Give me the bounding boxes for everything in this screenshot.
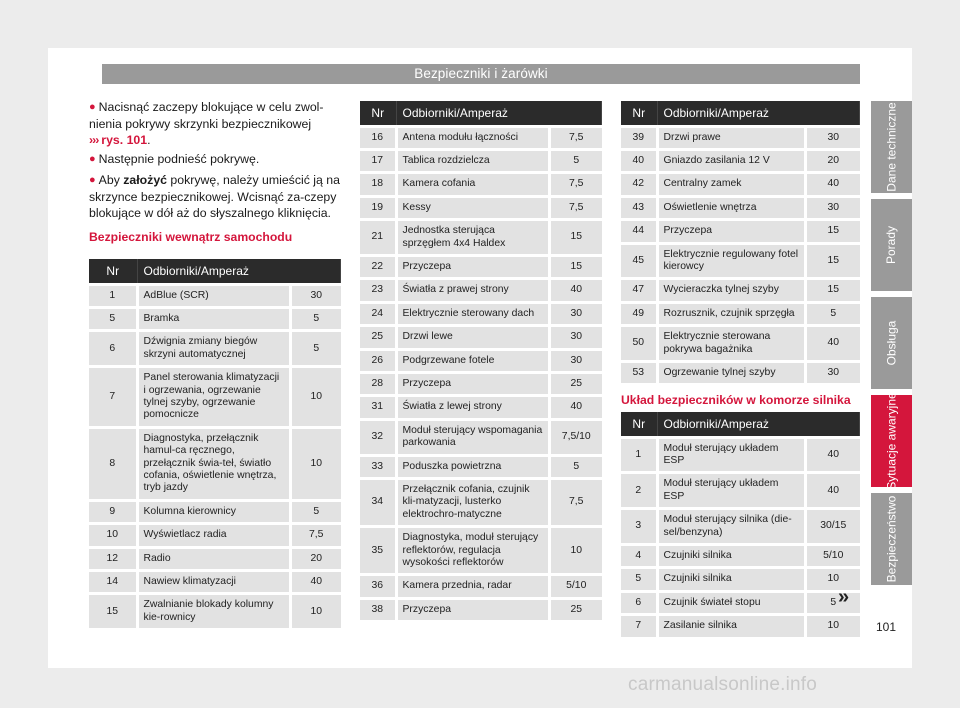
table-row bbox=[621, 544, 860, 567]
fuse-number-cell: 40 bbox=[621, 149, 657, 172]
amperage-cell: 7,5/10 bbox=[550, 419, 602, 455]
consumer-cell: Przełącznik cofania, czujnik kli-matyzacji, lusterko elektrochro-matyczne bbox=[396, 479, 550, 527]
consumer-cell: Rozrusznik, czujnik sprzęgła bbox=[657, 302, 806, 325]
consumer-cell: Gniazdo zasilania 12 V bbox=[657, 149, 806, 172]
fuse-number-cell: 1 bbox=[621, 437, 657, 473]
table-row bbox=[621, 568, 860, 591]
side-tab-label: Sytuacje awaryjne bbox=[884, 392, 899, 490]
amperage-cell: 15 bbox=[550, 220, 602, 256]
figure-reference-link[interactable]: rys. 101 bbox=[101, 132, 148, 147]
consumer-cell: Oświetlenie wnętrza bbox=[657, 196, 806, 219]
reference-arrows-icon: ››› bbox=[89, 132, 99, 147]
amperage-cell: 10 bbox=[550, 527, 602, 575]
fuse-number-cell: 31 bbox=[360, 396, 396, 419]
table-row bbox=[621, 591, 860, 614]
bullet-icon: ● bbox=[89, 101, 96, 113]
amperage-cell: 15 bbox=[806, 220, 860, 243]
amperage-cell: 20 bbox=[291, 547, 341, 570]
amperage-cell: 40 bbox=[291, 571, 341, 594]
table-row bbox=[89, 427, 341, 500]
fuse-number-cell: 39 bbox=[621, 126, 657, 149]
amperage-cell: 10 bbox=[291, 367, 341, 428]
fuse-number-cell: 7 bbox=[621, 615, 657, 637]
amperage-cell: 40 bbox=[806, 437, 860, 473]
consumer-cell: Wyświetlacz radia bbox=[137, 524, 291, 547]
consumer-cell: Kamera przednia, radar bbox=[396, 575, 550, 598]
consumer-cell: Wycieraczka tylnej szyby bbox=[657, 279, 806, 302]
table-row bbox=[621, 149, 860, 172]
consumer-cell: Antena modułu łączności bbox=[396, 126, 550, 149]
side-tab-emergencies[interactable] bbox=[871, 392, 912, 490]
fuse-number-cell: 14 bbox=[89, 571, 137, 594]
amperage-cell: 30 bbox=[550, 302, 602, 325]
consumer-cell: Zwalnianie blokady kolumny kie-rownicy bbox=[137, 594, 291, 628]
consumer-cell: Drzwi lewe bbox=[396, 326, 550, 349]
continue-arrow-icon: » bbox=[838, 586, 850, 608]
side-tab-technical-data[interactable] bbox=[871, 101, 912, 193]
amperage-cell: 5/10 bbox=[550, 575, 602, 598]
fuse-number-cell: 43 bbox=[621, 196, 657, 219]
fuse-number-cell: 6 bbox=[89, 331, 137, 367]
table-row bbox=[621, 437, 860, 473]
table-row bbox=[89, 331, 341, 367]
side-tab-safety[interactable] bbox=[871, 493, 912, 585]
fuse-number-cell: 16 bbox=[360, 126, 396, 149]
instruction-step-3 bbox=[89, 173, 344, 221]
amperage-cell: 40 bbox=[550, 396, 602, 419]
amperage-cell: 30 bbox=[550, 326, 602, 349]
table-row bbox=[360, 220, 602, 256]
consumer-cell: Światła z lewej strony bbox=[396, 396, 550, 419]
table-row bbox=[360, 455, 602, 478]
amperage-cell: 40 bbox=[806, 473, 860, 509]
fuse-number-cell: 45 bbox=[621, 243, 657, 279]
fuse-number-cell: 34 bbox=[360, 479, 396, 527]
consumer-cell: Bramka bbox=[137, 307, 291, 330]
consumer-cell: Elektrycznie sterowany dach bbox=[396, 302, 550, 325]
table-row bbox=[621, 279, 860, 302]
table-row bbox=[89, 547, 341, 570]
table-row bbox=[360, 372, 602, 395]
step-3-pre: Aby bbox=[98, 173, 124, 188]
table-row bbox=[360, 255, 602, 278]
table-row bbox=[360, 149, 602, 172]
watermark: carmanualsonline.info bbox=[628, 674, 818, 695]
fuse-number-cell: 38 bbox=[360, 598, 396, 620]
table-row bbox=[89, 594, 341, 628]
page-number: 101 bbox=[876, 620, 897, 634]
amperage-cell: 7,5 bbox=[291, 524, 341, 547]
table-row bbox=[360, 419, 602, 455]
fuse-number-cell: 36 bbox=[360, 575, 396, 598]
consumer-cell: Tablica rozdzielcza bbox=[396, 149, 550, 172]
side-tab-label: Bezpieczeństwo bbox=[884, 495, 899, 583]
fuse-number-cell: 5 bbox=[89, 307, 137, 330]
consumer-cell: Przyczepa bbox=[396, 598, 550, 620]
amperage-cell: 30 bbox=[291, 284, 341, 307]
table-row bbox=[360, 173, 602, 196]
consumer-cell: Moduł sterujący silnika (die-sel/benzyna) bbox=[657, 509, 806, 545]
amperage-cell: 10 bbox=[291, 427, 341, 500]
amperage-cell: 5 bbox=[291, 307, 341, 330]
table-row bbox=[621, 509, 860, 545]
fuse-number-cell: 18 bbox=[360, 173, 396, 196]
consumer-cell: Kessy bbox=[396, 196, 550, 219]
fuse-number-cell: 28 bbox=[360, 372, 396, 395]
table-row bbox=[89, 367, 341, 428]
amperage-cell: 5/10 bbox=[806, 544, 860, 567]
amperage-cell: 5 bbox=[806, 302, 860, 325]
amperage-cell: 7,5 bbox=[550, 479, 602, 527]
table-row bbox=[360, 279, 602, 302]
table-row bbox=[621, 326, 860, 362]
fuse-number-cell: 15 bbox=[89, 594, 137, 628]
amperage-cell: 20 bbox=[806, 149, 860, 172]
amperage-cell: 30 bbox=[806, 126, 860, 149]
consumer-cell: Drzwi prawe bbox=[657, 126, 806, 149]
table-header-row bbox=[360, 101, 602, 126]
fuse-number-cell: 1 bbox=[89, 284, 137, 307]
table-row bbox=[360, 302, 602, 325]
fuse-number-cell: 10 bbox=[89, 524, 137, 547]
table-header-row bbox=[621, 412, 860, 437]
amperage-cell: 7,5 bbox=[550, 126, 602, 149]
fuse-number-cell: 50 bbox=[621, 326, 657, 362]
column-header-nr: Nr bbox=[621, 101, 657, 126]
amperage-cell: 15 bbox=[806, 279, 860, 302]
amperage-cell: 5 bbox=[291, 500, 341, 523]
bullet-icon: ● bbox=[89, 153, 96, 166]
table-row bbox=[89, 307, 341, 330]
fuse-number-cell: 35 bbox=[360, 527, 396, 575]
amperage-cell: 10 bbox=[806, 568, 860, 591]
fuse-number-cell: 12 bbox=[89, 547, 137, 570]
table-header-row bbox=[89, 259, 341, 284]
table-row bbox=[89, 524, 341, 547]
column-header-nr: Nr bbox=[621, 412, 657, 437]
fuse-number-cell: 47 bbox=[621, 279, 657, 302]
fuse-number-cell: 22 bbox=[360, 255, 396, 278]
amperage-cell: 5 bbox=[291, 331, 341, 367]
consumer-cell: Diagnostyka, przełącznik hamul-ca ręcznego, przełącznik świa-teł, światło cofania, oświetlenie wnętrza, tryb jazdy bbox=[137, 427, 291, 500]
amperage-cell: 5 bbox=[806, 591, 860, 614]
consumer-cell: Moduł sterujący wspomagania parkowania bbox=[396, 419, 550, 455]
side-tab-label: Dane techniczne bbox=[884, 102, 899, 192]
amperage-cell: 10 bbox=[806, 615, 860, 637]
side-tab-operation[interactable] bbox=[871, 297, 912, 389]
amperage-cell: 15 bbox=[550, 255, 602, 278]
table-row bbox=[89, 500, 341, 523]
fuse-number-cell: 8 bbox=[89, 427, 137, 500]
table-row bbox=[360, 126, 602, 149]
side-tab-tips[interactable] bbox=[871, 199, 912, 291]
step-1-end: . bbox=[147, 132, 151, 147]
fuse-number-cell: 23 bbox=[360, 279, 396, 302]
column-header-consumer: Odbiorniki/Amperaż bbox=[657, 101, 860, 126]
consumer-cell: Radio bbox=[137, 547, 291, 570]
consumer-cell: AdBlue (SCR) bbox=[137, 284, 291, 307]
amperage-cell: 40 bbox=[806, 173, 860, 196]
intro-text bbox=[89, 100, 344, 249]
table-row bbox=[621, 302, 860, 325]
consumer-cell: Dźwignia zmiany biegów skrzyni automatycznej bbox=[137, 331, 291, 367]
step-3-text: pokrywę, należy umieścić ją na skrzynce bezpiecznikowej. Wcisnąć za-czepy blokujące w dół aż do słyszalnego kliknięcia. bbox=[89, 173, 340, 220]
consumer-cell: Jednostka sterująca sprzęgłem 4x4 Haldex bbox=[396, 220, 550, 256]
fuse-number-cell: 42 bbox=[621, 173, 657, 196]
table-row bbox=[621, 361, 860, 383]
fuse-number-cell: 3 bbox=[621, 509, 657, 545]
instruction-step-1 bbox=[89, 100, 344, 148]
table-row bbox=[360, 326, 602, 349]
consumer-cell: Zasilanie silnika bbox=[657, 615, 806, 637]
fuse-number-cell: 2 bbox=[621, 473, 657, 509]
table-row bbox=[621, 126, 860, 149]
table-row bbox=[621, 243, 860, 279]
fuse-number-cell: 7 bbox=[89, 367, 137, 428]
column-header-nr: Nr bbox=[89, 259, 137, 284]
amperage-cell: 25 bbox=[550, 598, 602, 620]
step-1-text: Nacisnąć zaczepy blokujące w celu zwol-nienia pokrywy skrzynki bezpiecznikowej bbox=[89, 100, 324, 131]
consumer-cell: Panel sterowania klimatyzacji i ogrzewania, ogrzewanie tylnej szyby, ogrzewanie pomocnicze bbox=[137, 367, 291, 428]
amperage-cell: 7,5 bbox=[550, 173, 602, 196]
consumer-cell: Czujnik świateł stopu bbox=[657, 591, 806, 614]
fuse-number-cell: 5 bbox=[621, 568, 657, 591]
fuse-number-cell: 32 bbox=[360, 419, 396, 455]
fuse-number-cell: 25 bbox=[360, 326, 396, 349]
consumer-cell: Ogrzewanie tylnej szyby bbox=[657, 361, 806, 383]
amperage-cell: 30/15 bbox=[806, 509, 860, 545]
amperage-cell: 30 bbox=[806, 361, 860, 383]
table-row bbox=[360, 598, 602, 620]
table-row bbox=[89, 284, 341, 307]
amperage-cell: 40 bbox=[550, 279, 602, 302]
amperage-cell: 30 bbox=[550, 349, 602, 372]
consumer-cell: Czujniki silnika bbox=[657, 544, 806, 567]
consumer-cell: Elektrycznie sterowana pokrywa bagażnika bbox=[657, 326, 806, 362]
consumer-cell: Przyczepa bbox=[396, 372, 550, 395]
amperage-cell: 5 bbox=[550, 455, 602, 478]
fuse-number-cell: 9 bbox=[89, 500, 137, 523]
table-header-row bbox=[621, 101, 860, 126]
column-header-consumer: Odbiorniki/Amperaż bbox=[396, 101, 602, 126]
side-tab-label: Obsługa bbox=[884, 320, 899, 366]
fuse-number-cell: 53 bbox=[621, 361, 657, 383]
table-row bbox=[360, 527, 602, 575]
consumer-cell: Elektrycznie regulowany fotel kierowcy bbox=[657, 243, 806, 279]
amperage-cell: 10 bbox=[291, 594, 341, 628]
amperage-cell: 7,5 bbox=[550, 196, 602, 219]
table-row bbox=[360, 396, 602, 419]
fuse-number-cell: 4 bbox=[621, 544, 657, 567]
step-3-bold: założyć bbox=[123, 173, 168, 188]
consumer-cell: Nawiew klimatyzacji bbox=[137, 571, 291, 594]
table-row bbox=[360, 479, 602, 527]
fuse-number-cell: 6 bbox=[621, 591, 657, 614]
consumer-cell: Diagnostyka, moduł sterujący reflektorów, regulacja wysokości reflektorów bbox=[396, 527, 550, 575]
engine-fuse-table bbox=[621, 412, 860, 637]
consumer-cell: Kolumna kierownicy bbox=[137, 500, 291, 523]
consumer-cell: Przyczepa bbox=[657, 220, 806, 243]
fuse-number-cell: 24 bbox=[360, 302, 396, 325]
consumer-cell: Moduł sterujący układem ESP bbox=[657, 437, 806, 473]
consumer-cell: Czujniki silnika bbox=[657, 568, 806, 591]
fuse-number-cell: 21 bbox=[360, 220, 396, 256]
table-row bbox=[621, 220, 860, 243]
consumer-cell: Centralny zamek bbox=[657, 173, 806, 196]
fuse-number-cell: 49 bbox=[621, 302, 657, 325]
consumer-cell: Podgrzewane fotele bbox=[396, 349, 550, 372]
engine-fuses-heading: Układ bezpieczników w komorze silnika bbox=[621, 393, 851, 407]
consumer-cell: Światła z prawej strony bbox=[396, 279, 550, 302]
side-tab-label: Porady bbox=[884, 225, 899, 265]
fuse-number-cell: 44 bbox=[621, 220, 657, 243]
consumer-cell: Moduł sterujący układem ESP bbox=[657, 473, 806, 509]
table-row bbox=[89, 571, 341, 594]
table-row bbox=[621, 173, 860, 196]
consumer-cell: Przyczepa bbox=[396, 255, 550, 278]
table-row bbox=[360, 349, 602, 372]
amperage-cell: 25 bbox=[550, 372, 602, 395]
bullet-icon: ● bbox=[89, 174, 96, 187]
table-row bbox=[621, 615, 860, 637]
instruction-step-2 bbox=[89, 152, 344, 169]
table-row bbox=[360, 575, 602, 598]
interior-fuses-heading: Bezpieczniki wewnątrz samochodu bbox=[89, 229, 293, 244]
consumer-cell: Kamera cofania bbox=[396, 173, 550, 196]
column-header-consumer: Odbiorniki/Amperaż bbox=[137, 259, 341, 284]
table-row bbox=[360, 196, 602, 219]
fuse-number-cell: 19 bbox=[360, 196, 396, 219]
step-2-text: Następnie podnieść pokrywę. bbox=[98, 152, 260, 167]
table-row bbox=[621, 473, 860, 509]
fuse-number-cell: 17 bbox=[360, 149, 396, 172]
section-header: Bezpieczniki i żarówki bbox=[102, 64, 860, 84]
interior-fuse-table-1 bbox=[89, 259, 341, 628]
interior-fuse-table-3 bbox=[621, 101, 860, 383]
consumer-cell: Poduszka powietrzna bbox=[396, 455, 550, 478]
amperage-cell: 15 bbox=[806, 243, 860, 279]
column-header-consumer: Odbiorniki/Amperaż bbox=[657, 412, 860, 437]
fuse-number-cell: 26 bbox=[360, 349, 396, 372]
amperage-cell: 5 bbox=[550, 149, 602, 172]
interior-fuse-table-2 bbox=[360, 101, 602, 620]
table-row bbox=[621, 196, 860, 219]
column-header-nr: Nr bbox=[360, 101, 396, 126]
amperage-cell: 30 bbox=[806, 196, 860, 219]
amperage-cell: 40 bbox=[806, 326, 860, 362]
fuse-number-cell: 33 bbox=[360, 455, 396, 478]
